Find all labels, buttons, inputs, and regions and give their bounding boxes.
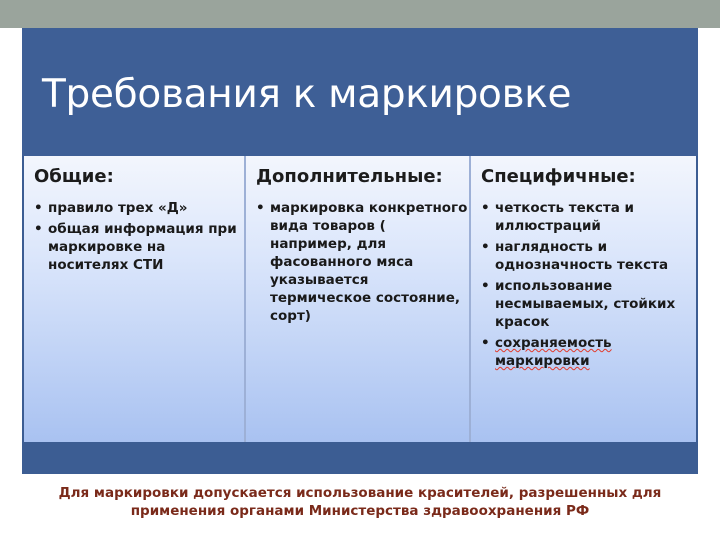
column-header: Дополнительные:	[256, 166, 443, 187]
list-item: • наглядность и однозначность текста	[479, 238, 696, 274]
list-item: • четкость текста и иллюстраций	[479, 199, 696, 235]
spellcheck-underlined-text: сохраняемость маркировки	[495, 335, 612, 369]
column-additional	[246, 156, 471, 442]
bullet-list	[254, 199, 469, 325]
top-decor-bar	[0, 0, 720, 28]
bullet-list	[479, 199, 696, 370]
requirements-table	[24, 156, 696, 442]
column-header: Специфичные:	[481, 166, 636, 187]
column-general	[24, 156, 246, 442]
title-band	[22, 28, 698, 156]
list-item: • маркировка конкретного вида товаров ( например, для фасованного мяса указывается термическое состояние, сорт)	[254, 199, 469, 325]
slide-title: Требования к маркировке	[42, 72, 572, 117]
list-item: • использование несмываемых, стойких красок	[479, 277, 696, 331]
list-item: • общая информация при маркировке на носителях СТИ	[32, 220, 244, 274]
column-specific	[471, 156, 696, 442]
footer-note: Для маркировки допускается использование красителей, разрешенных для применения органами Министерства здравоохранения РФ	[58, 485, 662, 519]
column-header: Общие:	[34, 166, 114, 187]
bullet-list	[32, 199, 244, 274]
list-item: • правило трех «Д»	[32, 199, 244, 217]
list-item	[479, 334, 696, 370]
bottom-band	[22, 442, 698, 474]
slide	[22, 28, 698, 474]
